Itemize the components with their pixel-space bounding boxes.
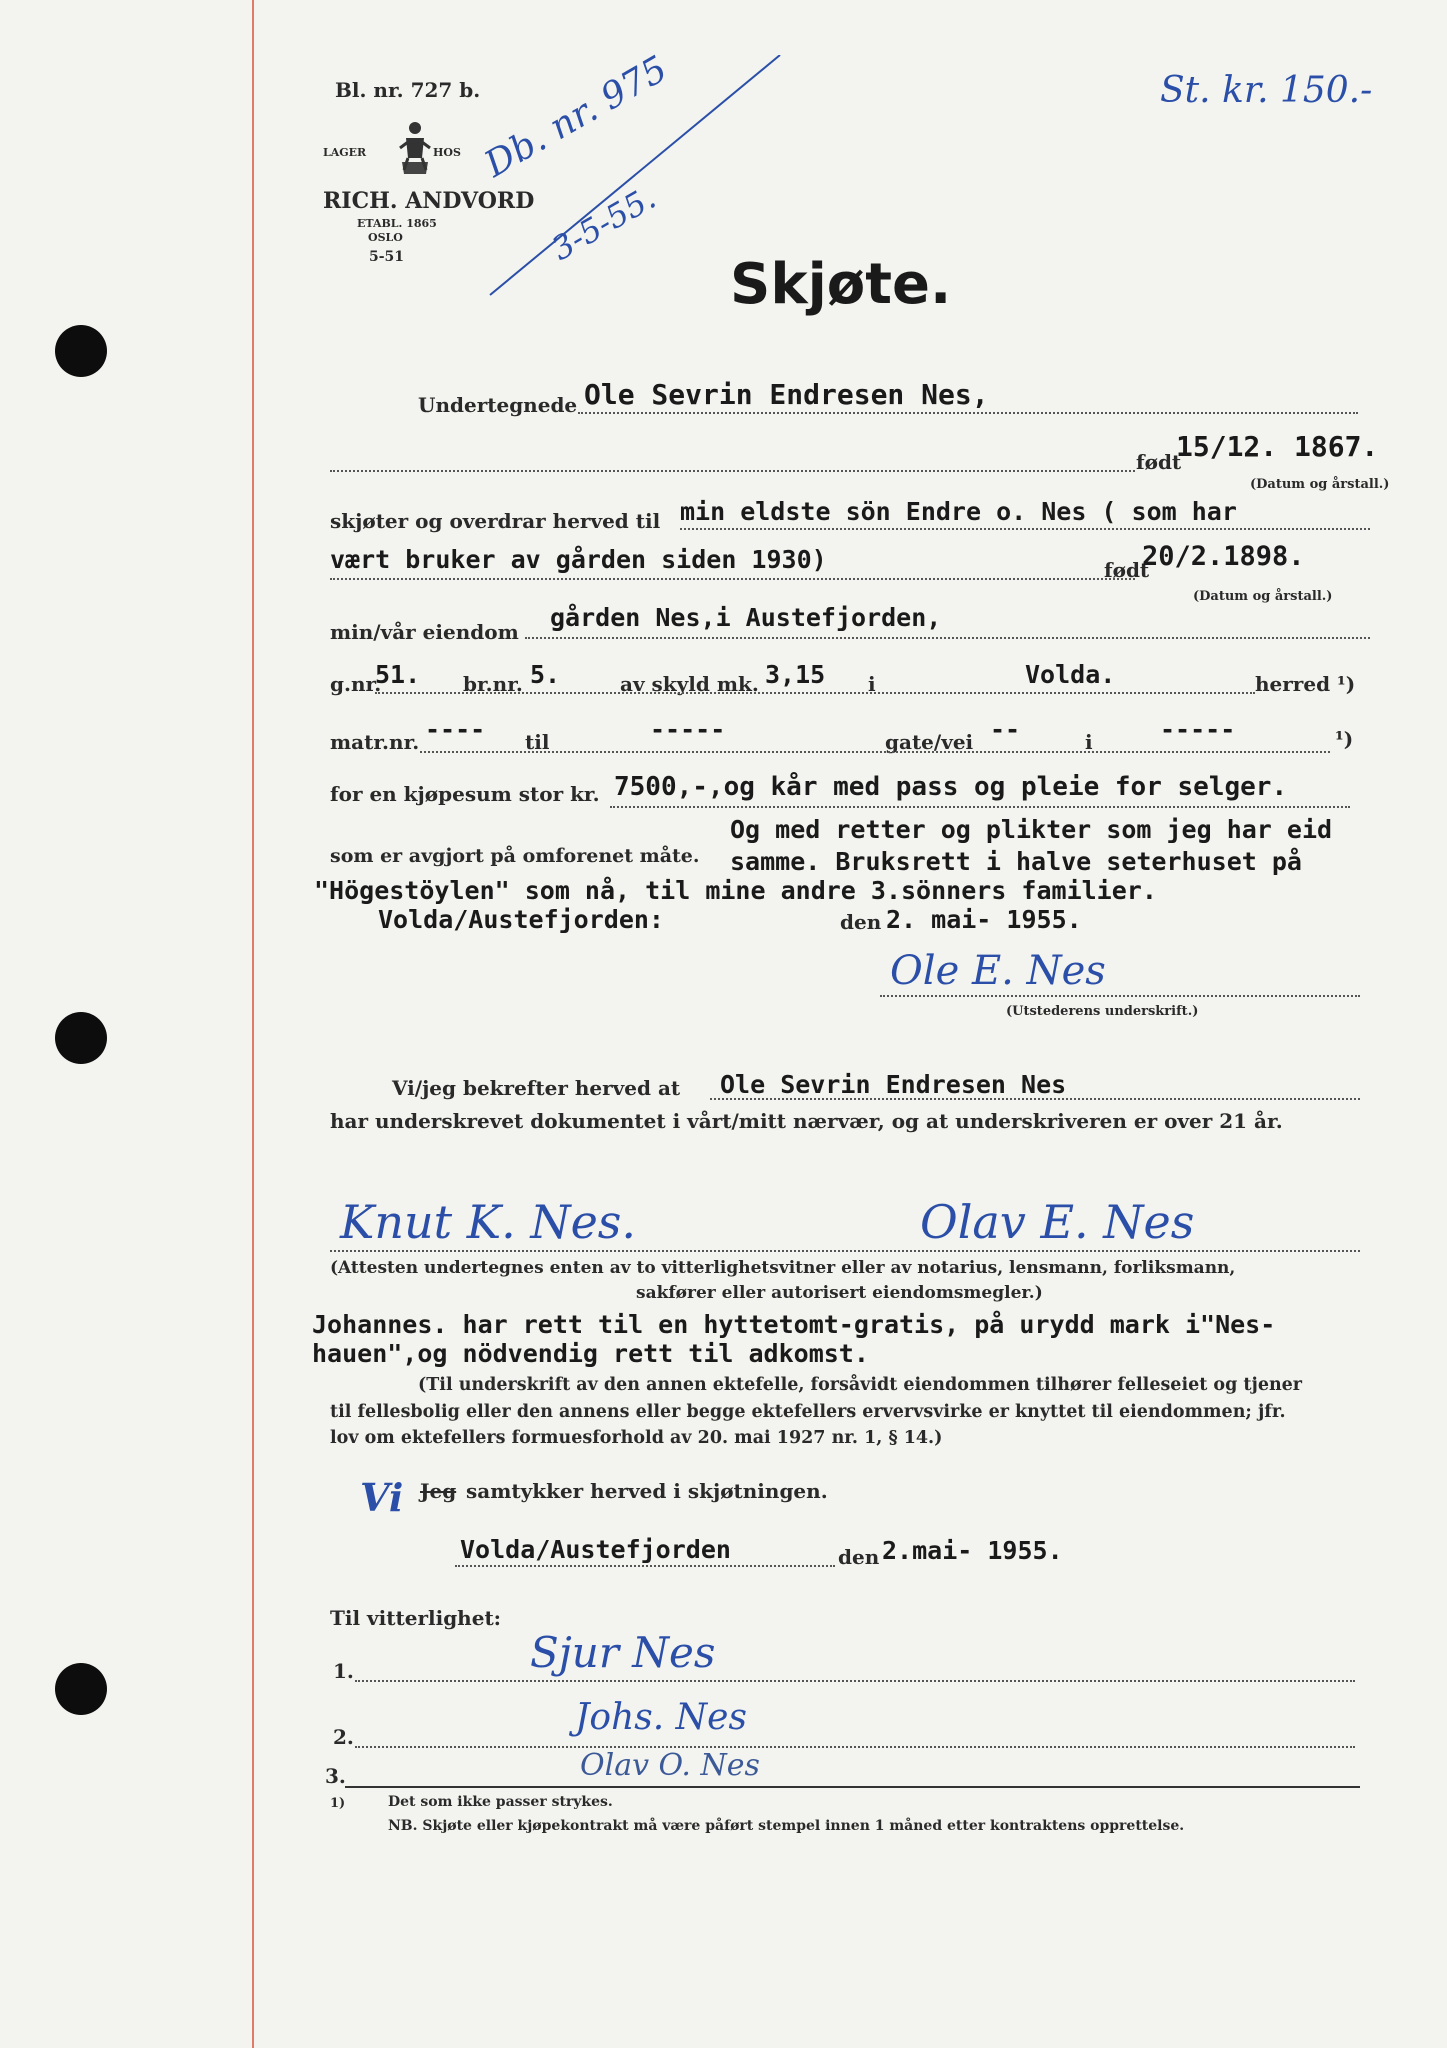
matr-i-value: ----- xyxy=(1160,715,1236,744)
price-dotline xyxy=(610,806,1350,808)
gate-value: -- xyxy=(990,715,1021,744)
witness-prefix: Vi/jeg bekrefter herved at xyxy=(392,1076,681,1100)
vitterlighet-signature-1: Sjur Nes xyxy=(530,1628,716,1677)
seller-born-hint: (Datum og årstall.) xyxy=(1250,477,1390,492)
terms-line-2: samme. Bruksrett i halve seterhuset på xyxy=(730,847,1302,876)
seller-line-2 xyxy=(330,470,1135,472)
footnote-1: Det som ikke passer strykes. xyxy=(388,1794,613,1810)
gnr-label: g.nr. xyxy=(330,672,382,696)
consent-struck: Jeg xyxy=(420,1479,457,1503)
skyld-label: av skyld mk. xyxy=(620,672,759,696)
herred-value: Volda. xyxy=(1025,660,1116,689)
matr-label: matr.nr. xyxy=(330,730,420,754)
gate-label: gate/vei xyxy=(885,730,974,754)
addendum-line-1: Johannes. har rett til en hyttetomt-gratis, på urydd mark i"Nes- xyxy=(312,1310,1276,1339)
spouse-note-3: lov om ektefellers formuesforhold av 20. mai 1927 nr. 1, § 14.) xyxy=(330,1428,943,1448)
skyld-value: 3,15 xyxy=(765,660,826,689)
spouse-note-2: til fellesbolig eller den annens eller begge ektefellers ervervsvirke er knyttet til eiendommen; jfr. xyxy=(330,1402,1286,1422)
seller-name: Ole Sevrin Endresen Nes, xyxy=(584,378,989,411)
property-label: min/vår eiendom xyxy=(330,620,519,644)
attest-note-2: sakfører eller autorisert eiendomsmegler.) xyxy=(636,1283,1043,1303)
witness-sign-line xyxy=(330,1250,1360,1252)
issuer-caption: (Utstederens underskrift.) xyxy=(1006,1004,1199,1019)
vitterlighet-signature-3: Olav O. Nes xyxy=(580,1748,760,1783)
hos-label: HOS xyxy=(433,146,461,159)
issuer-line xyxy=(880,995,1360,997)
terms-place: Volda/Austefjorden: xyxy=(378,905,664,934)
matr-note: ¹) xyxy=(1335,727,1354,751)
vitterlighet-label: Til vitterlighet: xyxy=(330,1606,502,1630)
consent-place: Volda/Austefjorden xyxy=(460,1535,731,1564)
seller-born-label: født xyxy=(1136,450,1182,474)
vitterlighet-num-2: 2. xyxy=(333,1725,354,1749)
consent-handwritten: Vi xyxy=(360,1475,404,1520)
buyer-born-label: født xyxy=(1104,558,1150,582)
buyer-label: skjøter og overdrar herved til xyxy=(330,509,661,533)
punch-hole xyxy=(55,325,107,377)
price-label: for en kjøpesum stor kr. xyxy=(330,782,600,806)
matr-dotline xyxy=(420,751,1330,753)
matr-value: ---- xyxy=(425,715,486,744)
vitterlighet-num-1: 1. xyxy=(333,1659,354,1683)
vitterlighet-line-3 xyxy=(345,1786,1360,1788)
property-dotline xyxy=(525,637,1370,639)
vitterlighet-num-3: 3. xyxy=(325,1764,346,1788)
publisher-name: RICH. ANDVORD xyxy=(323,188,535,214)
vitterlighet-signature-2: Johs. Nes xyxy=(575,1697,747,1738)
handwritten-reg-number: Db. nr. 975 xyxy=(478,48,675,186)
consent-text: samtykker herved i skjøtningen. xyxy=(466,1479,828,1503)
publisher-logo xyxy=(392,118,438,180)
punch-hole xyxy=(55,1663,107,1715)
handwritten-reg-date: 3-5-55. xyxy=(545,178,663,268)
margin-line xyxy=(252,0,254,2048)
buyer-dotline-1 xyxy=(680,528,1370,530)
footnote-mark: 1) xyxy=(330,1796,346,1811)
consent-den-label: den xyxy=(838,1545,880,1569)
terms-line-1: Og med retter og plikter som jeg har eid xyxy=(730,815,1333,844)
brnr-value: 5. xyxy=(530,660,561,689)
witness-dotline xyxy=(710,1098,1360,1100)
buyer-line-1: min eldste sön Endre o. Nes ( som har xyxy=(680,497,1237,526)
spouse-note-1: (Til underskrift av den annen ektefelle, forsåvidt eiendommen tilhører felleseiet og tjener xyxy=(418,1375,1303,1395)
terms-date: 2. mai- 1955. xyxy=(886,905,1082,934)
buyer-born-date: 20/2.1898. xyxy=(1142,541,1305,572)
addendum-line-2: hauen",og nödvendig rett til adkomst. xyxy=(312,1339,869,1368)
publisher-city: OSLO xyxy=(368,231,403,244)
vitterlighet-line-2 xyxy=(355,1746,1355,1748)
herred-label: herred ¹) xyxy=(1255,672,1356,696)
footnote-2: NB. Skjøte eller kjøpekontrakt må være påført stempel innen 1 måned etter kontraktens opprettelse. xyxy=(388,1818,1185,1834)
seller-label: Undertegnede xyxy=(418,393,578,417)
gnr-i-label: i xyxy=(868,672,876,696)
buyer-dotline-2 xyxy=(330,578,1135,580)
established: ETABL. 1865 xyxy=(357,217,437,230)
lager-label: LAGER xyxy=(323,146,367,159)
price-value: 7500,-,og kår med pass og pleie for selger. xyxy=(614,772,1288,802)
consent-dotline xyxy=(455,1565,835,1567)
brnr-label: br.nr. xyxy=(463,672,523,696)
attest-note-1: (Attesten undertegnes enten av to vitterlighetsvitner eller av notarius, lensmann, forliksmann, xyxy=(330,1258,1236,1278)
buyer-line-2: vært bruker av gården siden 1930) xyxy=(330,545,827,574)
page-title: Skjøte. xyxy=(730,252,952,317)
seller-born-date: 15/12. 1867. xyxy=(1176,430,1379,463)
handwritten-fee: St. kr. 150.- xyxy=(1160,70,1373,111)
matr-i-label: i xyxy=(1085,730,1093,754)
witness-signature-2: Olav E. Nes xyxy=(920,1195,1195,1249)
seller-line xyxy=(578,412,1358,414)
form-number: Bl. nr. 727 b. xyxy=(335,78,481,102)
terms-label: som er avgjort på omforenet måte. xyxy=(330,845,700,867)
witness-subject-name: Ole Sevrin Endresen Nes xyxy=(720,1070,1067,1099)
til-value: ----- xyxy=(650,715,726,744)
witness-signature-1: Knut K. Nes. xyxy=(340,1195,637,1249)
til-label: til xyxy=(525,730,550,754)
property-value: gården Nes,i Austefjorden, xyxy=(550,603,942,632)
edition: 5-51 xyxy=(369,249,405,265)
buyer-born-hint: (Datum og årstall.) xyxy=(1193,589,1333,604)
consent-date: 2.mai- 1955. xyxy=(882,1536,1063,1565)
gnr-dotline xyxy=(375,692,1255,694)
witness-text: har underskrevet dokumentet i vårt/mitt nærvær, og at underskriveren er over 21 år. xyxy=(330,1109,1283,1133)
vitterlighet-line-1 xyxy=(355,1680,1355,1682)
issuer-signature: Ole E. Nes xyxy=(890,948,1106,994)
terms-den-label: den xyxy=(840,910,882,934)
gnr-value: 51. xyxy=(375,660,421,689)
punch-hole xyxy=(55,1012,107,1064)
terms-line-3: "Högestöylen" som nå, til mine andre 3.sönners familier. xyxy=(314,876,1157,905)
